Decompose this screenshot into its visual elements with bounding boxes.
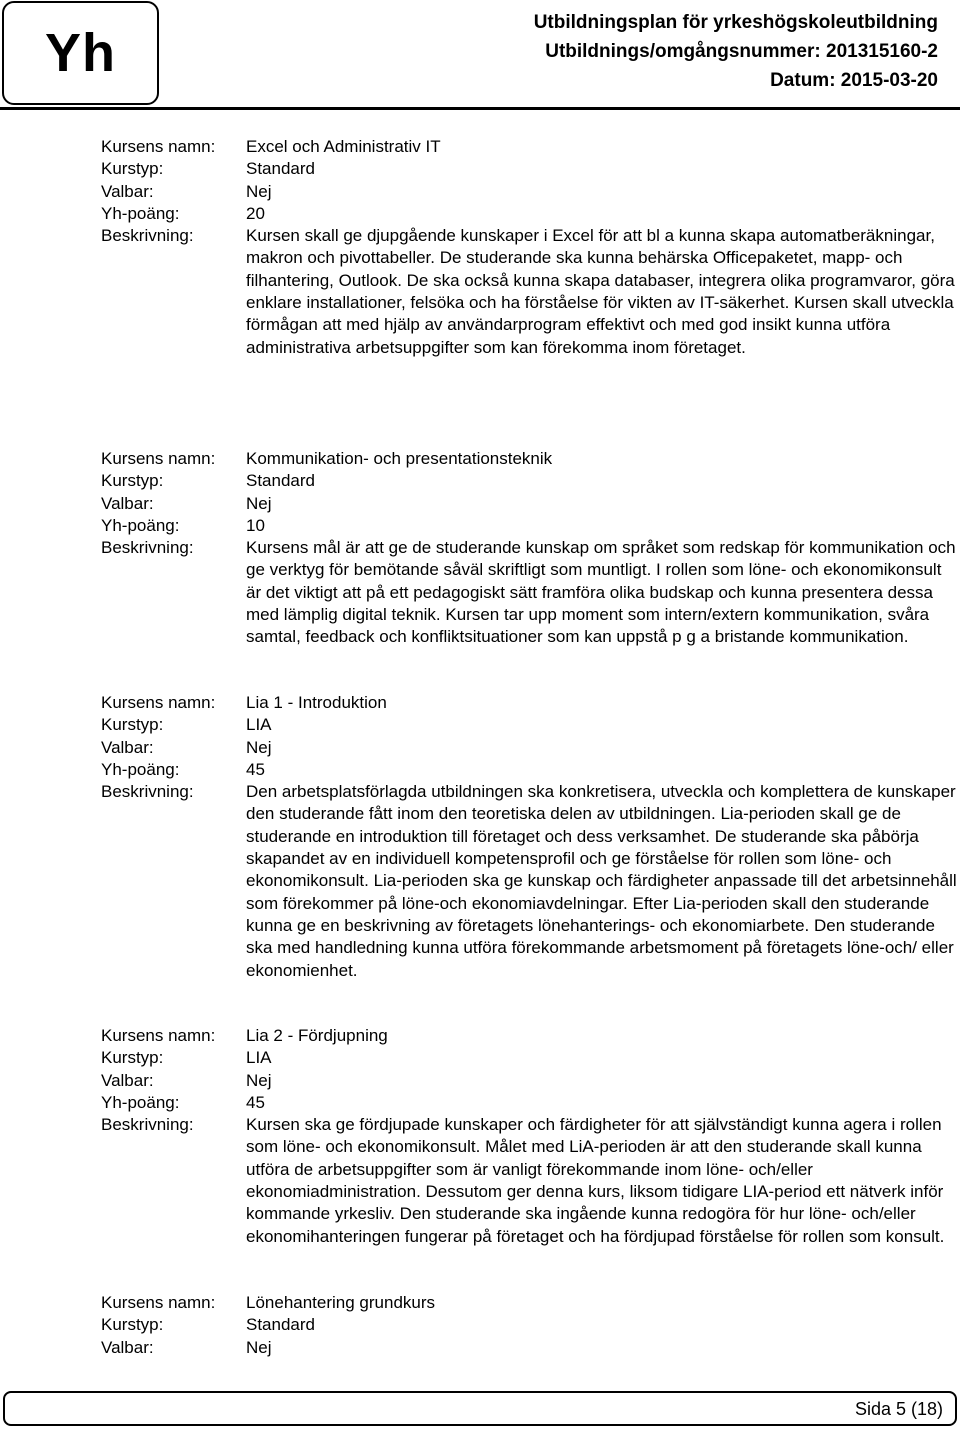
course-elective-label: Valbar: <box>101 181 154 201</box>
course-points-label: Yh-poäng: <box>101 203 180 223</box>
course-type-label: Kurstyp: <box>101 159 164 179</box>
course-name-label: Kursens namn: <box>101 693 216 712</box>
course-name: Lia 2 - Fördjupning <box>246 1026 388 1045</box>
course-description: Kursens mål är att ge de studerande kunskap om språket som redskap för kommunikation och ge verktyg för bemötande såväl skriftligt som muntligt. I rollen som löne- och ekonomikonsult är det viktigt att på ett pedagogiskt sätt framföra olika budskap och kunna presentera dessa med lämplig digital teknik. Kursen tar upp moment som intern/extern kommunikation, svåra samtal, feedback och konfliktsituationer som kan uppstå p g a bristande kommunikation. <box>246 538 956 647</box>
course-type: Standard <box>246 471 315 491</box>
course-name: Kommunikation- och presentationsteknik <box>246 449 553 468</box>
header-date: Datum: 2015-03-20 <box>770 70 938 91</box>
course-block <box>101 448 957 649</box>
course-type-label: Kurstyp: <box>101 1315 164 1335</box>
course-description: Kursen skall ge djupgående kunskaper i Excel för att bl a kunna skapa automatberäkningar, makron och pivottabeller. De studerande ska kunna behärska Officepaketet, mapp- och filhantering, Outlook. De ska också kunna skapa databaser, integrera olika programvaror, göra enklare installationer, felsöka och ha förståelse för vikten av IT-säkerhet. Kursen skall utveckla förmågan att med hjälp av användarprogram effektivt och med god insikt kunna utföra administrativa arbetsuppgifter som kan förekomma inom företaget. <box>246 226 955 357</box>
course-elective: Nej <box>246 493 272 513</box>
course-elective-label: Valbar: <box>101 737 154 757</box>
course-elective: Nej <box>246 1070 272 1090</box>
course-block <box>101 1292 957 1359</box>
course-name: Lönehantering grundkurs <box>246 1293 436 1312</box>
course-type-label: Kurstyp: <box>101 715 164 735</box>
course-elective-label: Valbar: <box>101 493 154 513</box>
header-title: Utbildningsplan för yrkeshögskoleutbildning <box>533 12 938 33</box>
course-elective: Nej <box>246 737 272 757</box>
course-description-label: Beskrivning: <box>101 782 194 802</box>
course-points-label: Yh-poäng: <box>101 759 180 779</box>
course-block <box>101 692 957 982</box>
course-points: 20 <box>246 203 265 223</box>
course-elective-label: Valbar: <box>101 1337 154 1357</box>
course-type-label: Kurstyp: <box>101 1048 164 1068</box>
course-description-label: Beskrivning: <box>101 1115 194 1135</box>
course-points: 45 <box>246 759 265 779</box>
course-type-label: Kurstyp: <box>101 471 164 491</box>
course-description-label: Beskrivning: <box>101 538 194 558</box>
course-description: Kursen ska ge fördjupade kunskaper och färdigheter för att självständigt kunna agera i rollen som löne- och ekonomikonsult. Målet med LiA-perioden är att den studerande skall kunna utföra de arbetsuppgifter som är vanligt förekommande inom löne- och/eller ekonomiadministration. Dessutom ger denna kurs, liksom tidigare LIA-period ett nätverk inför kommande yrkesliv. Den studerande ska ingående kunna redogöra för hur löne- och/eller ekonomihanteringen fungerar på företaget och ha fördjupad förståelse för rollen som konsult. <box>246 1115 945 1246</box>
page-footer <box>3 1391 957 1426</box>
course-elective: Nej <box>246 181 272 201</box>
course-points: 10 <box>246 515 265 535</box>
course-elective: Nej <box>246 1337 272 1357</box>
course-type: Standard <box>246 1315 315 1335</box>
course-name-label: Kursens namn: <box>101 1293 216 1312</box>
logo-text: Yh <box>44 23 116 83</box>
document-header <box>534 8 938 95</box>
page-number: Sida 5 (18) <box>854 1399 943 1419</box>
course-name-label: Kursens namn: <box>101 449 216 468</box>
header-program-number: Utbildnings/omgångsnummer: 201315160-2 <box>545 41 938 62</box>
course-block <box>101 136 957 359</box>
course-points: 45 <box>246 1092 265 1112</box>
course-name-label: Kursens namn: <box>101 1026 216 1045</box>
course-elective-label: Valbar: <box>101 1070 154 1090</box>
course-description: Den arbetsplatsförlagda utbildningen ska konkretisera, utveckla och komplettera de kunskaper den studerande fått inom den teoretiska delen av utbildningen. Lia-perioden skall ge de studerande en introduktion till företaget och dess verksamhet. De studerande ska påbörja skapandet av en individuell kompetensprofil och ge förståelse för rollen som löne- och ekonomikonsult. Lia-perioden ska ge kunskap och färdigheter anpassade till det arbetsinnehåll som förekommer på löne-och ekonomiavdelningar. Efter Lia-perioden skall den studerande kunna ge en beskrivning av företagets lönehanterings- och ekonomiarbete. Den studerande ska med handledning kunna utföra förekommande arbetsmoment på företagets löne-och/ eller ekonomienhet. <box>246 782 957 980</box>
course-name-label: Kursens namn: <box>101 137 216 156</box>
course-name: Excel och Administrativ IT <box>246 137 441 156</box>
course-name: Lia 1 - Introduktion <box>246 693 387 712</box>
course-block <box>101 1025 957 1248</box>
course-type: Standard <box>246 159 315 179</box>
header-divider <box>0 107 960 110</box>
course-points-label: Yh-poäng: <box>101 515 180 535</box>
yh-logo <box>2 1 159 105</box>
course-description-label: Beskrivning: <box>101 226 194 246</box>
course-type: LIA <box>246 715 272 735</box>
course-type: LIA <box>246 1048 272 1068</box>
course-points-label: Yh-poäng: <box>101 1092 180 1112</box>
